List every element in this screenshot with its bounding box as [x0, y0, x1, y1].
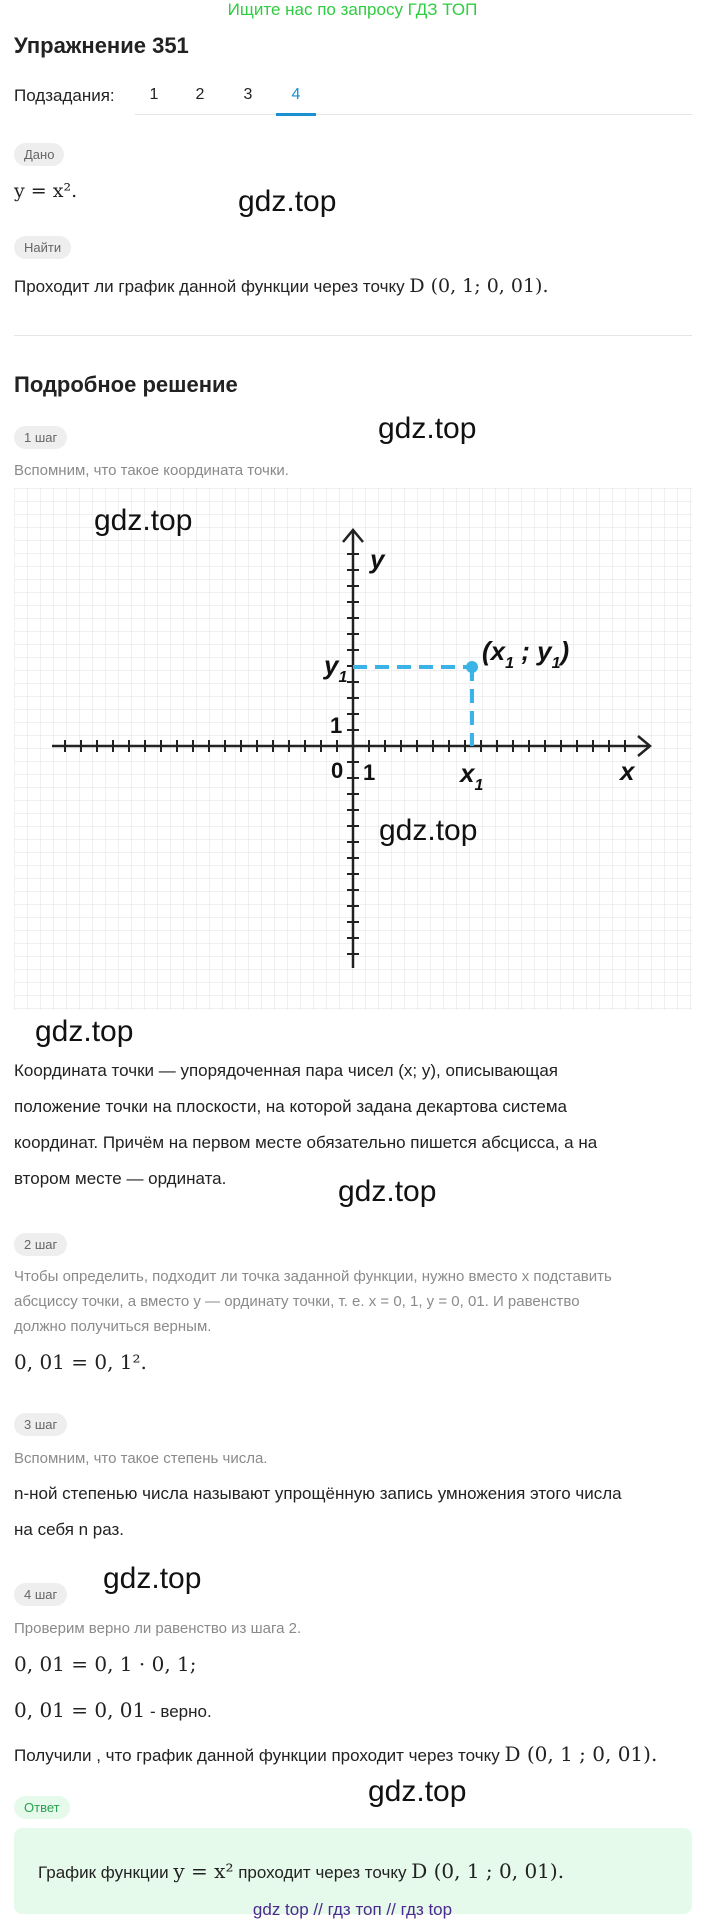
watermark: gdz.top: [238, 185, 337, 218]
tab-active-indicator: [276, 113, 316, 116]
x-axis-label: x: [620, 756, 635, 786]
step2-hint-line: абсциссу точки, а вместо y — ординату точки, т. е. x = 0, 1, y = 0, 01. И равенство: [14, 1293, 580, 1310]
step2-badge: 2 шаг: [14, 1233, 67, 1256]
step4-formula-2-math: 0, 01 = 0, 01: [14, 1698, 146, 1722]
section-divider: [14, 335, 692, 336]
watermark: gdz.top: [378, 412, 477, 445]
step1-text-line: Координата точки — упорядоченная пара чисел (x; y), описывающая: [14, 1061, 559, 1080]
x1-sub: 1: [474, 777, 484, 794]
point-label-open: (x: [482, 636, 506, 666]
page-title: Упражнение 351: [14, 33, 189, 58]
x-one-label: 1: [363, 760, 376, 785]
step2-formula: 0, 01 = 0, 1².: [14, 1350, 147, 1374]
point-label-sep: ; y: [514, 636, 552, 666]
y1-text: y: [324, 650, 339, 680]
subtasks-label: Подзадания:: [14, 86, 115, 105]
watermark: gdz.top: [35, 1015, 134, 1048]
watermark: gdz.top: [379, 814, 478, 847]
tab-3[interactable]: 3: [243, 86, 253, 103]
step1-hint: Вспомним, что такое координата точки.: [14, 462, 289, 479]
step4-conclusion-point: D (0, 1 ; 0, 01).: [504, 1742, 658, 1766]
step4-conclusion-text: Получили , что график данной функции проходит через точку: [14, 1746, 500, 1765]
step1-text-line: положение точки на плоскости, на которой задана декартова система: [14, 1097, 568, 1116]
step4-hint: Проверим верно ли равенство из шага 2.: [14, 1620, 302, 1637]
step1-badge: 1 шаг: [14, 426, 67, 449]
point-label-x-sub: 1: [505, 655, 515, 672]
y-one-label: 1: [330, 713, 343, 738]
point-label-close: ): [560, 636, 570, 666]
step3-hint: Вспомним, что такое степень числа.: [14, 1450, 268, 1467]
find-text: [14, 268, 549, 305]
find-badge: Найти: [14, 236, 71, 259]
step3-text-line: на себя n раз.: [14, 1520, 125, 1539]
tab-2[interactable]: 2: [195, 86, 205, 103]
y-axis-label: y: [370, 544, 385, 574]
search-banner[interactable]: Ищите нас по запросу ГДЗ ТОП: [227, 0, 478, 19]
answer-prefix: График функции: [38, 1863, 169, 1882]
footer-links[interactable]: gdz top // гдз топ // гдз top: [252, 1900, 453, 1919]
given-badge: Дано: [14, 143, 64, 166]
step3-badge: 3 шаг: [14, 1413, 67, 1436]
step1-text: [14, 1053, 597, 1197]
step2-hint-line: Чтобы определить, подходит ли точка заданной функции, нужно вместо x подставить: [14, 1268, 612, 1285]
coordinate-graph: [14, 488, 692, 1010]
answer-formula: y = x²: [173, 1859, 234, 1883]
watermark: gdz.top: [94, 504, 193, 537]
watermark: gdz.top: [338, 1175, 437, 1208]
tabs-divider: [135, 114, 692, 115]
watermark: gdz.top: [103, 1562, 202, 1595]
step4-badge: 4 шаг: [14, 1583, 67, 1606]
solution-title: Подробное решение: [14, 372, 238, 397]
watermark: gdz.top: [368, 1775, 467, 1808]
answer-mid: проходит через точку: [238, 1863, 407, 1882]
answer-badge: Ответ: [14, 1796, 70, 1819]
step4-formula-2-suffix: - верно.: [145, 1702, 212, 1721]
step2-hint-line: должно получиться верным.: [14, 1318, 212, 1335]
point-label-y-sub: 1: [551, 655, 561, 672]
step4-conclusion: [14, 1736, 657, 1774]
answer-text: [38, 1853, 564, 1891]
origin-label: 0: [331, 758, 344, 783]
step2-hint: [14, 1264, 612, 1339]
tab-1[interactable]: 1: [149, 86, 159, 103]
step1-text-line: втором месте — ордината.: [14, 1169, 227, 1188]
step3-text: [14, 1476, 622, 1548]
find-point: D (0, 1; 0, 01).: [409, 275, 549, 297]
x1-text: x: [460, 758, 475, 788]
step1-text-line: координат. Причём на первом месте обязательно пишется абсцисса, а на: [14, 1133, 598, 1152]
step3-text-line: n-ной степенью числа называют упрощённую запись умножения этого числа: [14, 1484, 622, 1503]
point-marker: [466, 661, 478, 673]
step4-formula-2: [14, 1698, 212, 1723]
tab-4[interactable]: 4: [291, 86, 301, 103]
answer-point: D (0, 1 ; 0, 01).: [411, 1859, 565, 1883]
find-question: Проходит ли график данной функции через точку: [14, 277, 405, 296]
given-formula: y = x².: [14, 180, 78, 202]
step4-formula-1: 0, 01 = 0, 1 · 0, 1;: [14, 1652, 197, 1676]
y1-sub: 1: [338, 669, 348, 686]
